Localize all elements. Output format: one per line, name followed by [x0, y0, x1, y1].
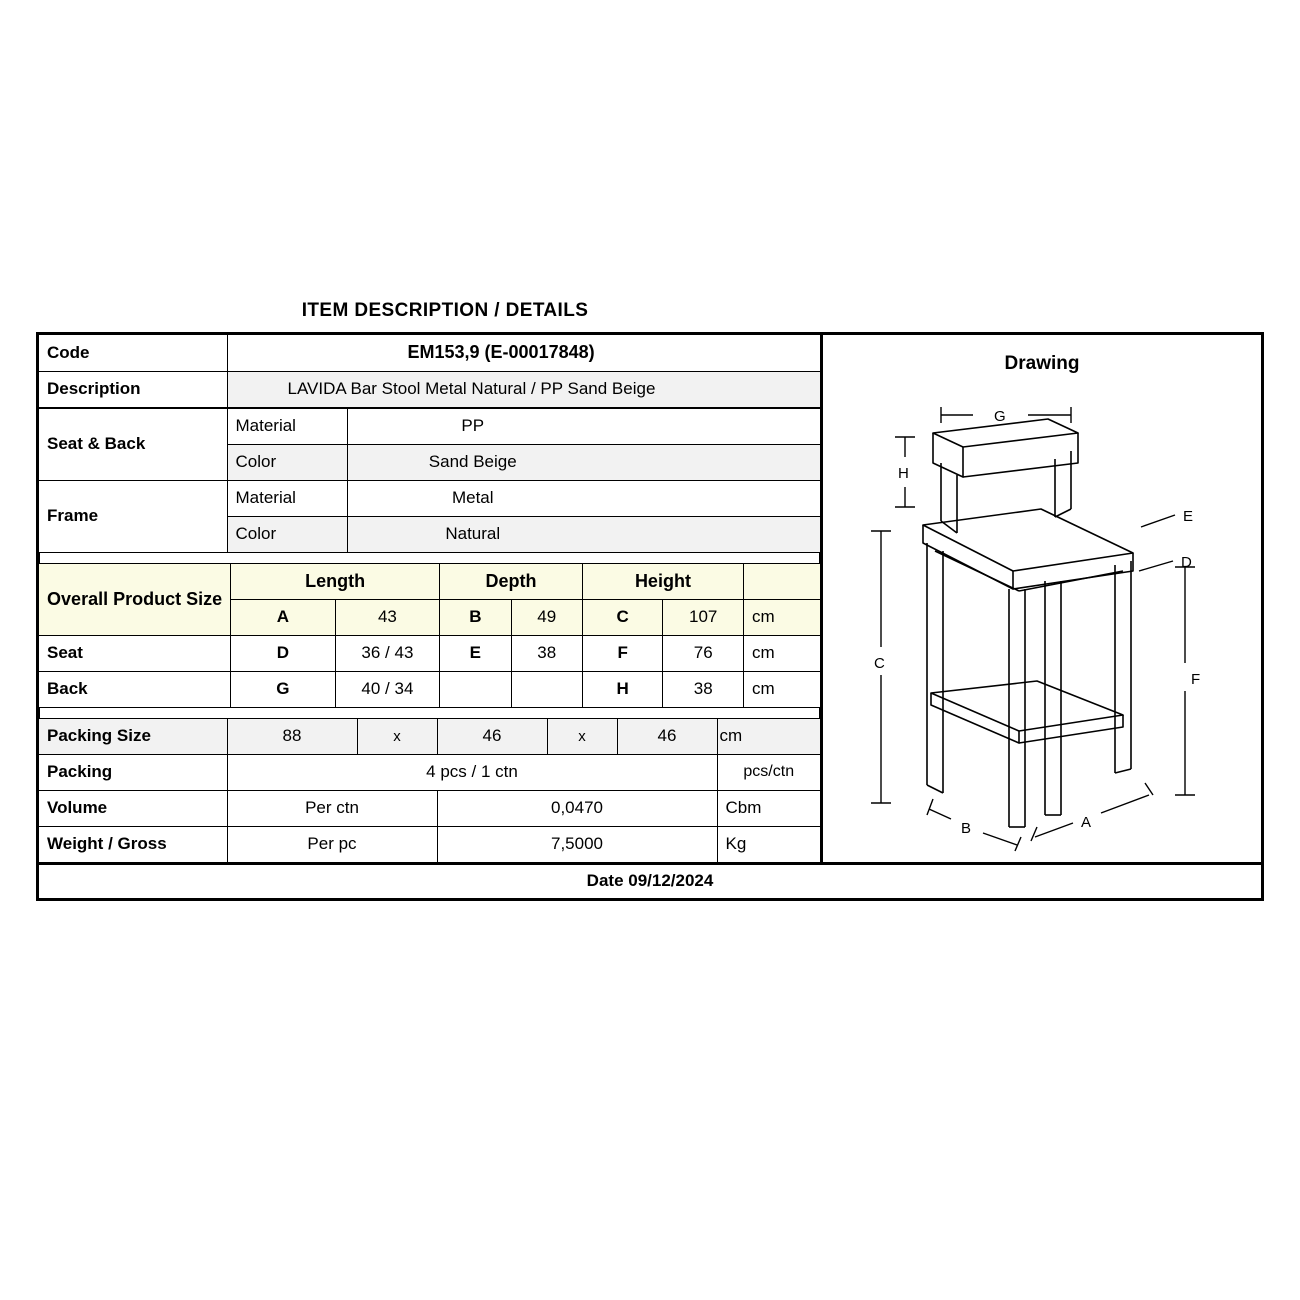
packing-x2: x — [547, 718, 617, 754]
drawing-title: Drawing — [1004, 353, 1080, 374]
frame-label: Frame — [39, 480, 227, 552]
volume-label: Volume — [39, 790, 227, 826]
column-header-depth: Depth — [440, 563, 583, 599]
table-row — [39, 671, 820, 707]
details-column — [39, 335, 823, 862]
label-e: E — [1183, 508, 1194, 525]
packing-size-height: 46 — [617, 718, 717, 754]
overall-size-label: Overall Product Size — [39, 563, 231, 635]
back-h-value: 38 — [663, 671, 744, 707]
label-b: B — [961, 820, 972, 837]
back-blank-key — [440, 671, 511, 707]
footer-date: Date 09/12/2024 — [39, 862, 1261, 898]
back-row-label: Back — [39, 671, 231, 707]
back-blank-value — [511, 671, 582, 707]
spec-frame — [36, 332, 1264, 901]
seat-back-color-value: Sand Beige — [347, 444, 820, 480]
section-gap-2 — [39, 708, 820, 718]
back-g-value: 40 / 34 — [335, 671, 440, 707]
table-row — [39, 635, 820, 671]
packing-label: Packing — [39, 754, 227, 790]
packing-size-label: Packing Size — [39, 718, 227, 754]
label-g: G — [994, 408, 1006, 425]
overall-c-value: 107 — [663, 599, 744, 635]
drawing-column — [823, 335, 1261, 862]
overall-unit: cm — [743, 599, 820, 635]
code-label: Code — [39, 335, 227, 371]
seat-unit: cm — [743, 635, 820, 671]
packing-size-unit: cm — [717, 718, 820, 754]
frame-color-value: Natural — [347, 516, 820, 552]
unit-cell-blank — [743, 563, 820, 599]
bar-stool-drawing — [823, 375, 1261, 855]
back-g-key: G — [231, 671, 336, 707]
table-row — [39, 371, 820, 407]
overall-b-value: 49 — [511, 599, 582, 635]
page-title: ITEM DESCRIPTION / DETAILS — [301, 300, 589, 321]
label-c: C — [874, 655, 885, 672]
seat-d-key: D — [231, 635, 336, 671]
description-value: LAVIDA Bar Stool Metal Natural / PP Sand Beige — [227, 371, 820, 407]
seat-f-key: F — [582, 635, 663, 671]
drawing-area — [823, 375, 1261, 862]
seat-back-label: Seat & Back — [39, 408, 227, 480]
code-value: EM153,9 (E-00017848) — [227, 335, 820, 371]
identity-table — [39, 335, 820, 408]
seat-d-value: 36 / 43 — [335, 635, 440, 671]
packing-unit: pcs/ctn — [717, 754, 820, 790]
table-row — [39, 754, 820, 790]
label-h: H — [898, 465, 909, 482]
table-row — [39, 480, 820, 516]
weight-per: Per pc — [227, 826, 437, 862]
dimensions-table — [39, 563, 820, 708]
packing-value: 4 pcs / 1 ctn — [227, 754, 717, 790]
description-label: Description — [39, 371, 227, 407]
volume-per: Per ctn — [227, 790, 437, 826]
table-row — [39, 408, 820, 444]
label-f: F — [1191, 671, 1201, 688]
packing-size-width: 46 — [437, 718, 547, 754]
packing-table — [39, 718, 820, 863]
seat-f-value: 76 — [663, 635, 744, 671]
seat-e-key: E — [440, 635, 511, 671]
overall-b-key: B — [440, 599, 511, 635]
overall-a-key: A — [231, 599, 336, 635]
weight-unit: Kg — [717, 826, 820, 862]
seat-row-label: Seat — [39, 635, 231, 671]
column-header-height: Height — [582, 563, 743, 599]
spec-sheet — [36, 300, 1264, 901]
packing-size-length: 88 — [227, 718, 357, 754]
table-row — [39, 718, 820, 754]
section-gap — [39, 553, 820, 563]
frame-color-label: Color — [227, 516, 347, 552]
back-h-key: H — [582, 671, 663, 707]
volume-unit: Cbm — [717, 790, 820, 826]
table-row — [39, 563, 820, 599]
packing-x1: x — [357, 718, 437, 754]
seat-back-material-label: Material — [227, 408, 347, 444]
seat-e-value: 38 — [511, 635, 582, 671]
label-d: D — [1181, 554, 1192, 571]
seat-back-material-value: PP — [347, 408, 820, 444]
table-row — [39, 335, 820, 371]
table-row — [39, 790, 820, 826]
overall-a-value: 43 — [335, 599, 440, 635]
weight-label: Weight / Gross — [39, 826, 227, 862]
overall-c-key: C — [582, 599, 663, 635]
column-header-length: Length — [231, 563, 440, 599]
frame-material-value: Metal — [347, 480, 820, 516]
spec-body — [39, 335, 1261, 862]
table-row — [39, 826, 820, 862]
weight-value: 7,5000 — [437, 826, 717, 862]
frame-material-label: Material — [227, 480, 347, 516]
label-a: A — [1081, 814, 1092, 831]
volume-value: 0,0470 — [437, 790, 717, 826]
back-unit: cm — [743, 671, 820, 707]
seat-back-color-label: Color — [227, 444, 347, 480]
materials-table — [39, 408, 820, 553]
